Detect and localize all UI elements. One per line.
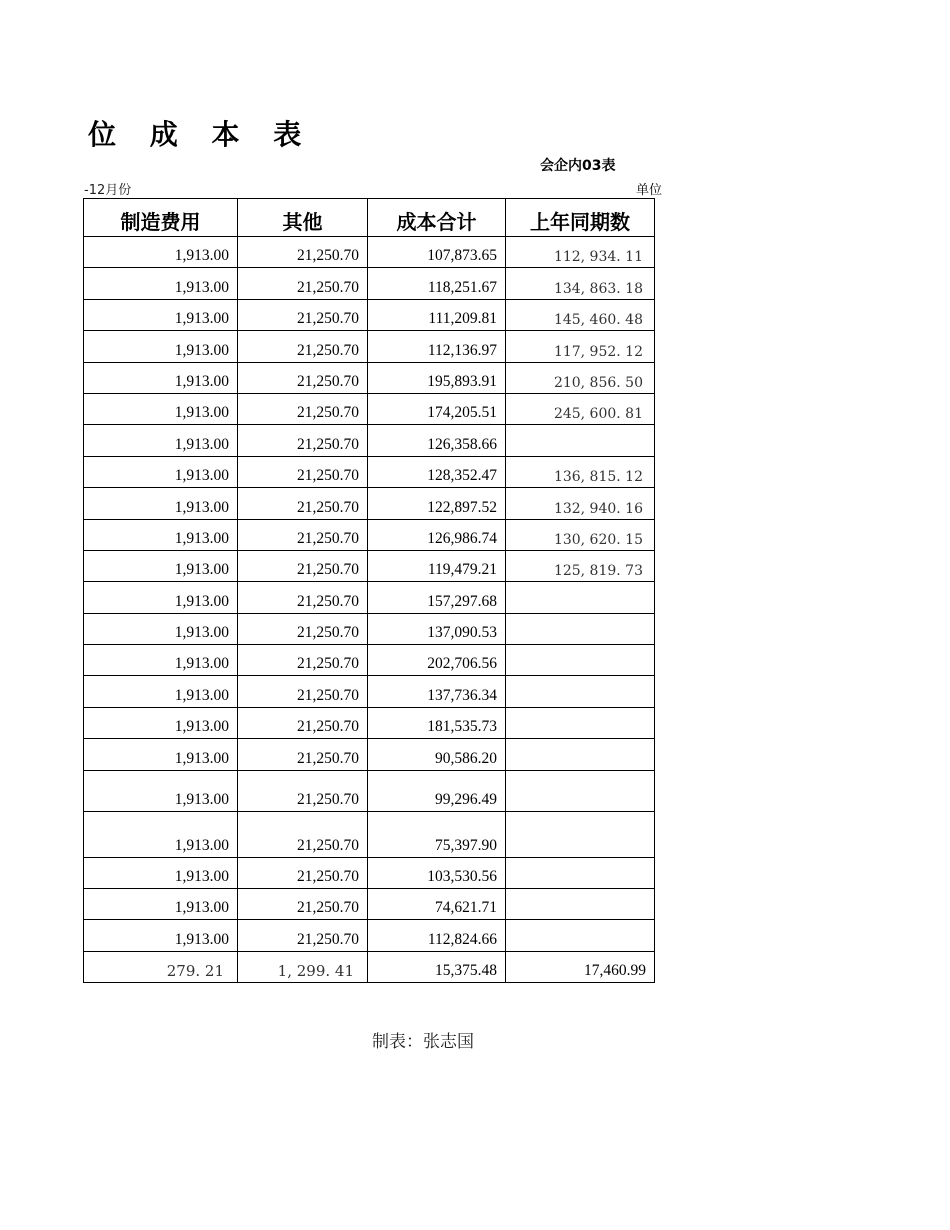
- cell-total-cost: 112,136.97: [368, 331, 506, 362]
- cell-prior-year: 210, 856. 50: [506, 362, 655, 393]
- cell-total-cost: 126,986.74: [368, 519, 506, 550]
- cell-prior-year: 130, 620. 15: [506, 519, 655, 550]
- cell-total-cost: 157,297.68: [368, 582, 506, 613]
- cell-other: 21,250.70: [238, 613, 368, 644]
- cell-manufacturing-overhead: 1,913.00: [84, 613, 238, 644]
- table-row: [84, 456, 655, 487]
- table-header-row: [84, 199, 655, 237]
- cell-other: 21,250.70: [238, 425, 368, 456]
- cell-other: 21,250.70: [238, 811, 368, 857]
- table-row: [84, 920, 655, 951]
- cell-other: 21,250.70: [238, 362, 368, 393]
- cell-other: 21,250.70: [238, 920, 368, 951]
- cell-prior-year: 245, 600. 81: [506, 393, 655, 424]
- cell-other: 21,250.70: [238, 519, 368, 550]
- table-row: [84, 582, 655, 613]
- cell-total-cost: 103,530.56: [368, 857, 506, 888]
- cell-manufacturing-overhead: 1,913.00: [84, 488, 238, 519]
- cell-prior-year: [506, 582, 655, 613]
- cell-other: 21,250.70: [238, 550, 368, 581]
- cell-prior-year: 117, 952. 12: [506, 331, 655, 362]
- cell-total-cost: 112,824.66: [368, 920, 506, 951]
- cell-manufacturing-overhead: 1,913.00: [84, 770, 238, 811]
- unit-label: 单位: [636, 183, 663, 198]
- cell-other: 21,250.70: [238, 889, 368, 920]
- cell-prior-year: [506, 920, 655, 951]
- cell-manufacturing-overhead: 1,913.00: [84, 393, 238, 424]
- cell-total-cost: 111,209.81: [368, 299, 506, 330]
- cell-prior-year: [506, 707, 655, 738]
- cell-other: 21,250.70: [238, 393, 368, 424]
- cell-total-cost: 195,893.91: [368, 362, 506, 393]
- cell-total-cost: 122,897.52: [368, 488, 506, 519]
- table-row: [84, 739, 655, 770]
- cell-manufacturing-overhead: 1,913.00: [84, 676, 238, 707]
- table-row: [84, 707, 655, 738]
- cell-prior-year: [506, 645, 655, 676]
- total-row: [84, 951, 655, 982]
- form-code: 会企内03表: [540, 158, 616, 174]
- cell-manufacturing-overhead: 1,913.00: [84, 299, 238, 330]
- cell-total-cost: 118,251.67: [368, 268, 506, 299]
- cell-manufacturing-overhead: 1,913.00: [84, 331, 238, 362]
- cell-manufacturing-overhead: 1,913.00: [84, 707, 238, 738]
- cell-total-cost: 75,397.90: [368, 811, 506, 857]
- cell-other: 21,250.70: [238, 770, 368, 811]
- cell-manufacturing-overhead: 1,913.00: [84, 550, 238, 581]
- cell-manufacturing-overhead: 1,913.00: [84, 920, 238, 951]
- total-cell-other: 1, 299. 41: [238, 951, 368, 982]
- cell-manufacturing-overhead: 1,913.00: [84, 582, 238, 613]
- table-row: [84, 645, 655, 676]
- cell-manufacturing-overhead: 1,913.00: [84, 425, 238, 456]
- report-title: 位 成 本 表: [88, 118, 314, 151]
- total-cell-prior-year: 17,460.99: [506, 951, 655, 982]
- cell-manufacturing-overhead: 1,913.00: [84, 739, 238, 770]
- cell-other: 21,250.70: [238, 857, 368, 888]
- cell-other: 21,250.70: [238, 676, 368, 707]
- cell-other: 21,250.70: [238, 582, 368, 613]
- cell-total-cost: 107,873.65: [368, 237, 506, 268]
- cell-other: 21,250.70: [238, 645, 368, 676]
- cell-total-cost: 90,586.20: [368, 739, 506, 770]
- cell-prior-year: 112, 934. 11: [506, 237, 655, 268]
- cell-total-cost: 174,205.51: [368, 393, 506, 424]
- cell-prior-year: [506, 770, 655, 811]
- table-row: [84, 331, 655, 362]
- table-row: [84, 268, 655, 299]
- column-header-other: 其他: [238, 199, 368, 237]
- cell-manufacturing-overhead: 1,913.00: [84, 889, 238, 920]
- cell-other: 21,250.70: [238, 331, 368, 362]
- table-row: [84, 770, 655, 811]
- cell-manufacturing-overhead: 1,913.00: [84, 362, 238, 393]
- cell-prior-year: 132, 940. 16: [506, 488, 655, 519]
- table-row: [84, 857, 655, 888]
- cell-manufacturing-overhead: 1,913.00: [84, 645, 238, 676]
- cell-manufacturing-overhead: 1,913.00: [84, 456, 238, 487]
- cell-prior-year: [506, 811, 655, 857]
- cell-total-cost: 202,706.56: [368, 645, 506, 676]
- cell-prior-year: 145, 460. 48: [506, 299, 655, 330]
- table-row: [84, 519, 655, 550]
- cell-other: 21,250.70: [238, 237, 368, 268]
- cell-total-cost: 128,352.47: [368, 456, 506, 487]
- table-row: [84, 889, 655, 920]
- cell-total-cost: 99,296.49: [368, 770, 506, 811]
- cell-manufacturing-overhead: 1,913.00: [84, 268, 238, 299]
- cell-other: 21,250.70: [238, 299, 368, 330]
- cell-prior-year: 134, 863. 18: [506, 268, 655, 299]
- total-cell-total-cost: 15,375.48: [368, 951, 506, 982]
- cell-total-cost: 181,535.73: [368, 707, 506, 738]
- report-period: -12月份: [84, 183, 132, 198]
- table-row: [84, 393, 655, 424]
- column-header-manufacturing-overhead: 制造费用: [84, 199, 238, 237]
- cell-prior-year: 136, 815. 12: [506, 456, 655, 487]
- table-row: [84, 613, 655, 644]
- cell-other: 21,250.70: [238, 268, 368, 299]
- cell-total-cost: 126,358.66: [368, 425, 506, 456]
- cell-total-cost: 119,479.21: [368, 550, 506, 581]
- preparer-signature: 制表：张志国: [372, 1032, 474, 1052]
- cell-other: 21,250.70: [238, 739, 368, 770]
- cell-total-cost: 137,090.53: [368, 613, 506, 644]
- cell-prior-year: [506, 613, 655, 644]
- column-header-prior-year: 上年同期数: [506, 199, 655, 237]
- table-row: [84, 676, 655, 707]
- table-row: [84, 550, 655, 581]
- cell-manufacturing-overhead: 1,913.00: [84, 237, 238, 268]
- table-row: [84, 362, 655, 393]
- cell-prior-year: [506, 889, 655, 920]
- cell-total-cost: 74,621.71: [368, 889, 506, 920]
- table-row: [84, 237, 655, 268]
- cell-manufacturing-overhead: 1,913.00: [84, 811, 238, 857]
- table-row: [84, 488, 655, 519]
- cell-prior-year: [506, 857, 655, 888]
- total-cell-manufacturing-overhead: 279. 21: [84, 951, 238, 982]
- cell-other: 21,250.70: [238, 707, 368, 738]
- cost-table: [83, 198, 655, 983]
- cell-manufacturing-overhead: 1,913.00: [84, 519, 238, 550]
- cell-prior-year: [506, 739, 655, 770]
- cell-prior-year: 125, 819. 73: [506, 550, 655, 581]
- column-header-total-cost: 成本合计: [368, 199, 506, 237]
- cell-prior-year: [506, 425, 655, 456]
- table-row: [84, 811, 655, 857]
- cell-other: 21,250.70: [238, 456, 368, 487]
- table-row: [84, 299, 655, 330]
- cell-manufacturing-overhead: 1,913.00: [84, 857, 238, 888]
- table-row: [84, 425, 655, 456]
- cell-prior-year: [506, 676, 655, 707]
- cell-total-cost: 137,736.34: [368, 676, 506, 707]
- cell-other: 21,250.70: [238, 488, 368, 519]
